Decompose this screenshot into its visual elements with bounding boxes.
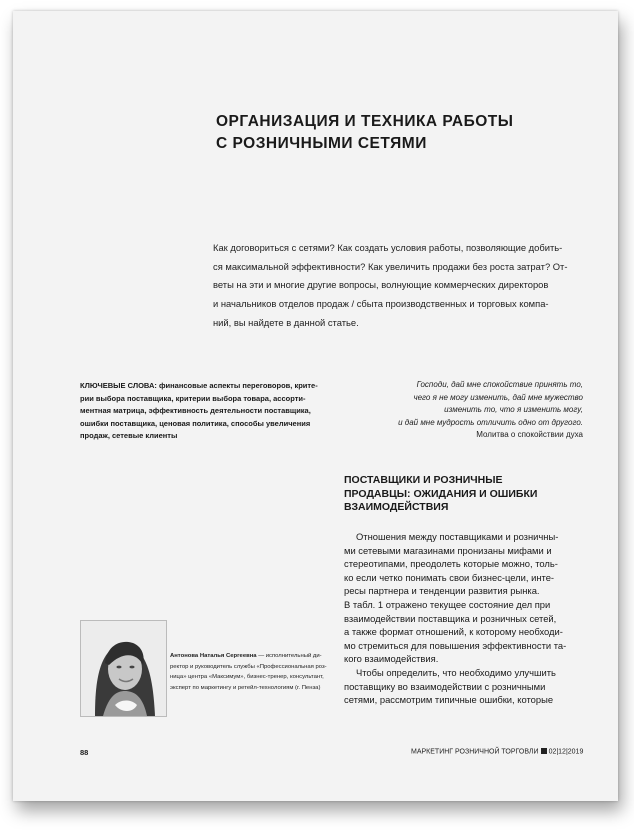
epigraph: [363, 379, 583, 442]
section-heading-line: ВЗАИМОДЕЙСТВИЯ: [344, 501, 449, 514]
section-heading-line: ПРОДАВЦЫ: ОЖИДАНИЯ И ОШИБКИ: [344, 487, 538, 500]
body-line: В табл. 1 отражено текущее состояние дел при: [344, 598, 551, 610]
body-line: ресы партнера и тенденции развития рынка.: [344, 585, 540, 597]
square-separator-icon: [541, 748, 547, 754]
author-bio-line: эксперт по маркетингу и ретейл-технологиям (г. Пенза): [170, 684, 321, 691]
magazine-page: [13, 11, 618, 801]
author-bio-line: Антонова Наталья Сергеевна — исполнительный ди-: [170, 653, 322, 659]
body-line: ко если четко понимать свои бизнес-цели, инте-: [344, 571, 555, 583]
keywords-line: КЛЮЧЕВЫЕ СЛОВА: финансовые аспекты переговоров, крите-: [80, 381, 318, 390]
title-line-1: ОРГАНИЗАЦИЯ И ТЕХНИКА РАБОТЫ: [216, 113, 514, 130]
lead-line: Как договориться с сетями? Как создать условия работы, позволяющие добить-: [213, 242, 563, 253]
keywords-line: ментная матрица, эффективность деятельности поставщика,: [80, 406, 311, 416]
body-line: Чтобы определить, что необходимо улучшить: [356, 666, 556, 678]
body-line: мо стремиться для повышения эффективности та-: [344, 639, 567, 651]
body-line: взаимодействии поставщика и розничных сетей,: [344, 612, 557, 624]
body-line: а также формат отношений, к которому необходи-: [344, 626, 563, 638]
keywords-line: ошибки поставщика, ценовая политика, способы увеличения: [80, 418, 311, 428]
author-bio-line: ница» центра «Максимум», бизнес-тренер, консультант,: [170, 674, 324, 680]
article-title: [216, 111, 556, 155]
journal-issue: 02|12|2019: [548, 748, 584, 756]
keywords-block: [80, 380, 327, 443]
author-bio: [170, 651, 335, 693]
section-heading: [344, 474, 594, 515]
body-line: сетями, рассмотрим типичные ошибки, которые: [344, 694, 554, 706]
body-text: [344, 530, 594, 707]
title-line-2: С РОЗНИЧНЫМИ СЕТЯМИ: [216, 135, 427, 152]
author-portrait-illustration: [81, 621, 166, 716]
lead-line: ся максимальной эффективности? Как увеличить продажи без роста затрат? От-: [213, 260, 568, 272]
journal-name: МАРКЕТИНГ РОЗНИЧНОЙ ТОРГОВЛИ: [411, 748, 539, 756]
lead-line: веты на эти и многие другие вопросы, волнующие коммерческих директоров: [213, 279, 549, 291]
epigraph-line: и дай мне мудрость отличить одно от другого.: [398, 417, 583, 427]
body-line: ми сетевыми магазинами пронизаны мифами и: [344, 544, 552, 556]
body-line: поставщику во взаимодействии с розничными: [344, 680, 546, 692]
journal-footer: [411, 748, 583, 756]
author-photo: [80, 620, 167, 717]
body-line: стереотипами, преодолеть которые можно, толь-: [344, 558, 558, 570]
keywords-line: рии выбора поставщика, критерии выбора товара, ассорти-: [80, 393, 306, 403]
epigraph-line: чего я не могу изменить, дай мне мужество: [413, 392, 583, 402]
page-number: 88: [80, 748, 89, 757]
keywords-line: продаж, сетевые клиенты: [80, 431, 178, 441]
epigraph-source: Молитва о спокойствии духа: [476, 430, 583, 440]
body-line: кого взаимодействия.: [344, 653, 439, 665]
author-bio-line: ректор и руководитель службы «Профессиональная роз-: [170, 663, 327, 670]
epigraph-line: Господи, дай мне спокойствие принять то,: [416, 380, 583, 389]
lead-line: ний, вы найдете в данной статье.: [213, 316, 359, 328]
section-heading-line: ПОСТАВЩИКИ И РОЗНИЧНЫЕ: [344, 474, 503, 486]
body-line: Отношения между поставщиками и розничны-: [356, 531, 559, 542]
epigraph-line: изменить то, что я изменить могу,: [444, 405, 583, 415]
lead-line: и начальников отделов продаж / сбыта производственных и торговых компа-: [213, 298, 549, 310]
article-lead: [213, 239, 589, 333]
